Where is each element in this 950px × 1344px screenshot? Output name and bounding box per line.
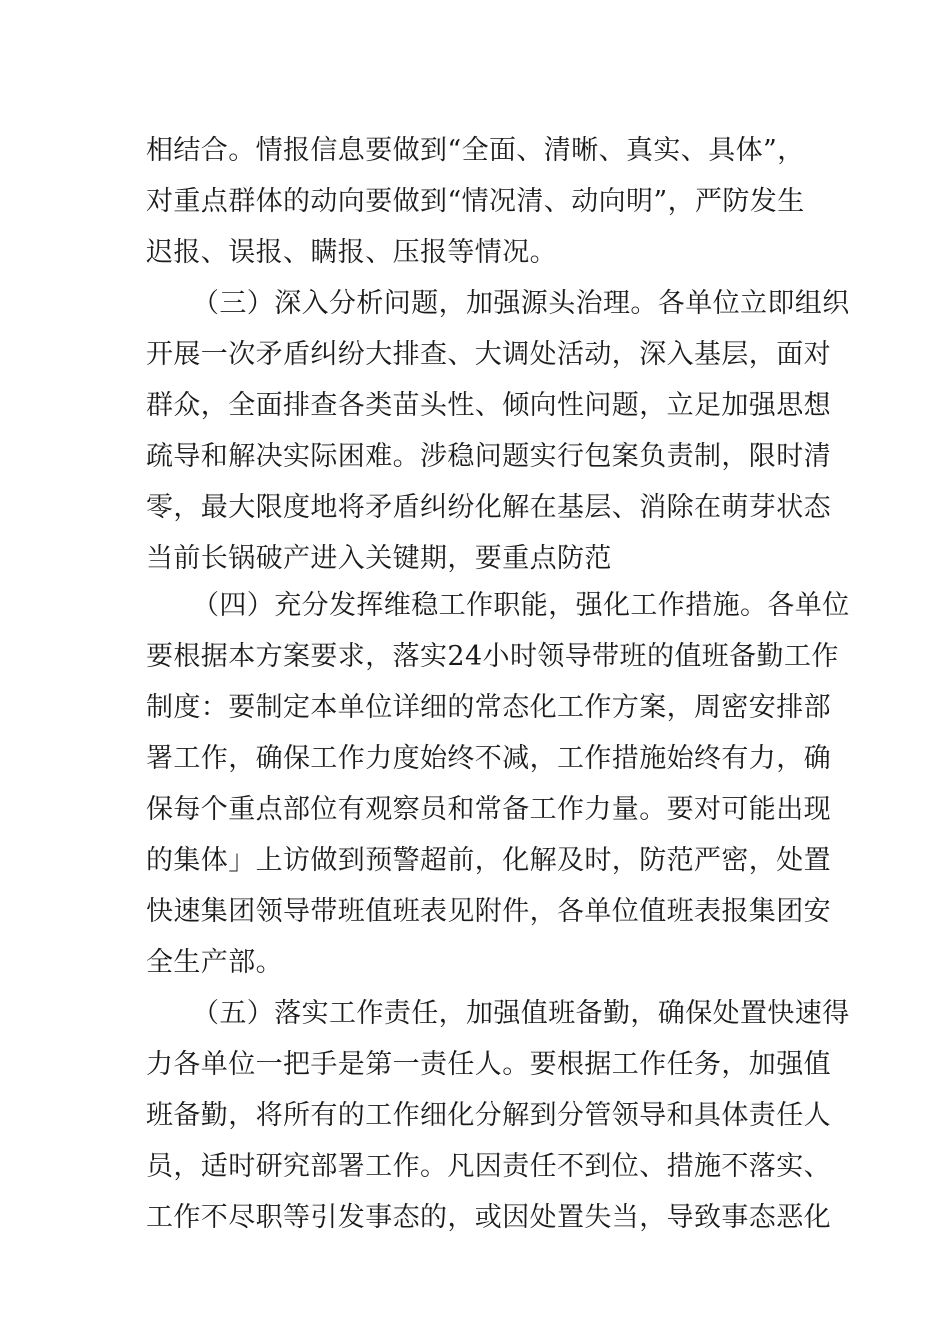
- text-line: 群众，全面排查各类苗头性、倾向性问题，立足加强思想: [146, 390, 831, 421]
- text-line: 迟报、误报、瞒报、压报等情况。: [146, 237, 557, 268]
- text-line: 开展一次矛盾纠纷大排查、大调处活动，深入基层，面对: [146, 339, 831, 370]
- text-line: 疏导和解决实际困难。涉稳问题实行包案负责制，限时清: [146, 441, 831, 472]
- paragraph-heading-line: （五）落实工作责任，加强值班备勤，确保处置快速得: [192, 998, 850, 1029]
- text-line: 零，最大限度地将矛盾纠纷化解在基层、消除在萌芽状态: [146, 492, 831, 523]
- text-line: 力各单位一把手是第一责任人。要根据工作任务，加强值: [146, 1049, 831, 1080]
- paragraph-heading-line: （三）深入分析问题，加强源头治理。各单位立即组织: [192, 288, 850, 319]
- text-line: 署工作，确保工作力度始终不减，工作措施始终有力，确: [146, 743, 831, 774]
- paragraph-heading-line: （四）充分发挥维稳工作职能，强化工作措施。各单位: [192, 590, 850, 621]
- text-line: 快速集团领导带班值班表见附件，各单位值班表报集团安: [146, 896, 831, 927]
- text-line: 要根据本方案要求，落实24小时领导带班的值班备勤工作: [146, 641, 839, 672]
- text-line: 班备勤，将所有的工作细化分解到分管领导和具体责任人: [146, 1100, 831, 1131]
- text-line: 保每个重点部位有观察员和常备工作力量。要对可能出现: [146, 794, 831, 825]
- text-line: 的集体」上访做到预警超前，化解及时，防范严密，处置: [146, 845, 831, 876]
- text-line: 工作不尽职等引发事态的，或因处置失当，导致事态恶化: [146, 1202, 831, 1233]
- text-line: 对重点群体的动向要做到“情况清、动向明”，严防发生: [146, 186, 805, 217]
- text-line: 相结合。情报信息要做到“全面、清晰、真实、具体”，: [146, 135, 805, 166]
- text-line: 当前长锅破产进入关键期，要重点防范: [146, 543, 612, 574]
- text-line: 制度：要制定本单位详细的常态化工作方案，周密安排部: [146, 692, 831, 723]
- text-line: 全生产部。: [146, 947, 283, 978]
- text-line: 员，适时研究部署工作。凡因责任不到位、措施不落实、: [146, 1151, 831, 1182]
